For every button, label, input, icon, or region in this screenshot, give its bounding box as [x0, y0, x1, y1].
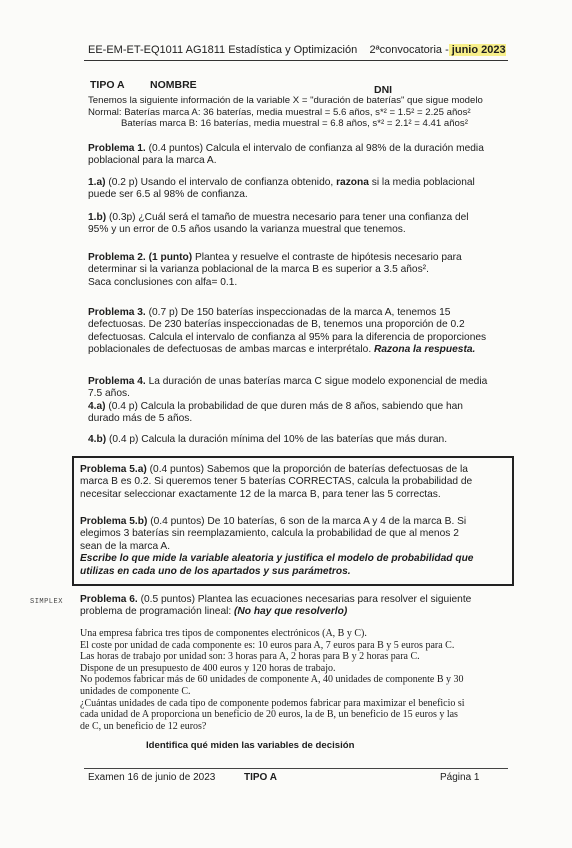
lp-statement	[80, 628, 510, 732]
emphasis: razona	[336, 177, 369, 188]
problem-title: Problema 5.a)	[80, 464, 147, 475]
problem-text: (0.4 p) Calcula la duración mínima del 10% de las baterías que más duran.	[106, 434, 448, 445]
problem-text: Saca conclusiones con alfa= 0.1.	[88, 276, 238, 288]
dni-label: DNI	[374, 84, 393, 96]
problem-text: (0.4 p) Calcula la probabilidad de que duren más de 8 años, sabiendo que han	[105, 401, 463, 412]
problem-text: (0.2 p) Usando el intervalo de confianza obtenido,	[105, 177, 337, 188]
problem-title: Problema 6.	[80, 594, 138, 605]
problem-4a	[88, 401, 508, 426]
problem-text: poblacional para la marca A.	[88, 155, 217, 167]
exam-header	[88, 44, 506, 56]
tipo-label: TIPO A	[90, 79, 125, 91]
statement-line: Una empresa fabrica tres tipos de componentes electrónicos (A, B y C).	[80, 628, 367, 639]
emphasis: (No hay que resolverlo)	[234, 606, 348, 618]
problem-title: Problema 2. (1 punto)	[88, 252, 193, 263]
header-divider	[84, 60, 508, 61]
course-title: EE-EM-ET-EQ1011 AG1811 Estadística y Optimización	[88, 44, 358, 56]
problem-6	[80, 594, 508, 619]
problem-text: (0.3p) ¿Cuál será el tamaño de muestra necesario para tener una confianza del	[106, 212, 469, 223]
statement-line: Dispone de un presupuesto de 400 euros y 120 horas de trabajo.	[80, 662, 336, 674]
statement-line: El coste por unidad de cada componente es: 10 euros para A, 7 euros para B y 5 euros para C.	[80, 639, 455, 651]
problem-text: marca B es 0.2. Si queremos tener 5 baterías CORRECTAS, calcula la probabilidad de	[80, 476, 473, 488]
problem-text: (0.4 puntos) De 10 baterías, 6 son de la marca A y 4 de la marca B. Si	[147, 516, 467, 527]
problem-1b	[88, 212, 508, 237]
page-number: Página 1	[440, 772, 480, 783]
problem-2	[88, 252, 508, 289]
handwritten-margin-note: SIMPLEX	[30, 598, 63, 606]
problem-text: necesitar seleccionar exactamente 12 de la marca B, para tener las 5 correctas.	[80, 488, 441, 500]
problem-5a	[80, 464, 504, 501]
problem-text: La duración de unas baterías marca C sigue modelo exponencial de media	[145, 376, 488, 387]
problem-3	[88, 307, 508, 357]
problem-text: (0.5 puntos) Plantea las ecuaciones necesarias para resolver el siguiente	[137, 594, 472, 605]
problem-text: defectuosas. Calcula el intervalo de confianza al 95% para la diferencia de proporciones	[88, 331, 487, 343]
statement-line: Las horas de trabajo por unidad son: 3 horas para A, 2 horas para B y 2 horas para C.	[80, 651, 420, 663]
problem-5b	[80, 516, 504, 578]
problem-4	[88, 376, 508, 401]
problem-text: determinar si la varianza poblacional de la marca B es superior a 3.5 años².	[88, 264, 429, 276]
problem-title: Problema 1.	[88, 143, 146, 154]
statement-line: ¿Cuántas unidades de cada tipo de componente podemos fabricar para maximizar el beneficio si	[80, 697, 465, 709]
problem-text: defectuosas. De 230 baterías inspeccionadas de B, tenemos una proporción de 0.2	[88, 319, 465, 331]
statement-line: No podemos fabricar más de 60 unidades de componente A, 40 unidades de componente B y 30	[80, 674, 464, 686]
subproblem-label: 4.a)	[88, 401, 106, 412]
problem-text: puede ser 6.5 al 98% de confianza.	[88, 189, 248, 201]
footer-tipo: TIPO A	[244, 772, 277, 783]
problem-text: sean de la marca A.	[80, 540, 171, 552]
problem-4b	[88, 434, 508, 446]
problem-text: problema de programación lineal:	[80, 606, 235, 618]
footer-divider	[84, 768, 508, 769]
statement-line: cada unidad de A proporciona un beneficio de 20 euros, la de B, un beneficio de 15 euros y las	[80, 709, 458, 721]
intro-block	[88, 95, 508, 130]
nombre-label: NOMBRE	[150, 79, 197, 91]
problem-text: poblacionales de defectuosas de ambas marcas e interprétalo.	[88, 344, 374, 356]
problem-text: elegimos 3 baterías sin reemplazamiento, calcula la probabilidad de que al menos 2	[80, 528, 459, 540]
problem-text: (0.4 puntos) Sabemos que la proporción de baterías defectuosas de la	[146, 464, 468, 475]
problem-title: Problema 4.	[88, 376, 146, 387]
problem-1	[88, 143, 508, 168]
subproblem-label: 4.b)	[88, 434, 107, 445]
problem-text: si la media poblacional	[368, 177, 475, 188]
problem-text: Plantea y resuelve el contraste de hipótesis necesario para	[192, 252, 462, 263]
intro-line: Tenemos la siguiente información de la variable X = "duración de baterías" que sigue modelo	[88, 95, 483, 106]
instruction-emphasis: utilizas en cada uno de los apartados y sus parámetros.	[80, 565, 351, 577]
instruction-emphasis: Escribe lo que mide la variable aleatoria y justifica el modelo de probabilidad que	[80, 553, 474, 565]
intro-line: Baterías marca B: 16 baterías, media muestral = 6.8 años, s*² = 2.1² = 4.41 años²	[121, 118, 468, 130]
footer-date: Examen 16 de junio de 2023	[88, 772, 216, 783]
problem-text: (0.4 puntos) Calcula el intervalo de confianza al 98% de la duración media	[145, 143, 484, 154]
subproblem-label: 1.b)	[88, 212, 107, 223]
subproblem-label: 1.a)	[88, 177, 106, 188]
decision-variables-instruction: Identifica qué miden las variables de decisión	[146, 740, 355, 751]
convocatoria: 2ªconvocatoria -	[369, 44, 449, 56]
problem-1a	[88, 177, 508, 202]
intro-line: Normal: Baterías marca A: 36 baterías, media muestral = 5.6 años, s*² = 1.5² = 2.25 años²	[88, 106, 471, 118]
statement-line: de C, un beneficio de 12 euros?	[80, 720, 207, 732]
problem-text: 95% y un error de 0.5 años usando la varianza muestral que tenemos.	[88, 224, 406, 236]
problem-text: durado más de 5 años.	[88, 413, 193, 425]
problem-title: Problema 5.b)	[80, 516, 148, 527]
emphasis: Razona la respuesta.	[374, 344, 476, 356]
statement-line: unidades de componente C.	[80, 685, 191, 697]
problem-text: 7.5 años.	[88, 388, 130, 400]
problem-title: Problema 3.	[88, 307, 146, 318]
exam-date-highlight: junio 2023	[448, 44, 506, 56]
problem-text: (0.7 p) De 150 baterías inspeccionadas de la marca A, tenemos 15	[145, 307, 451, 318]
